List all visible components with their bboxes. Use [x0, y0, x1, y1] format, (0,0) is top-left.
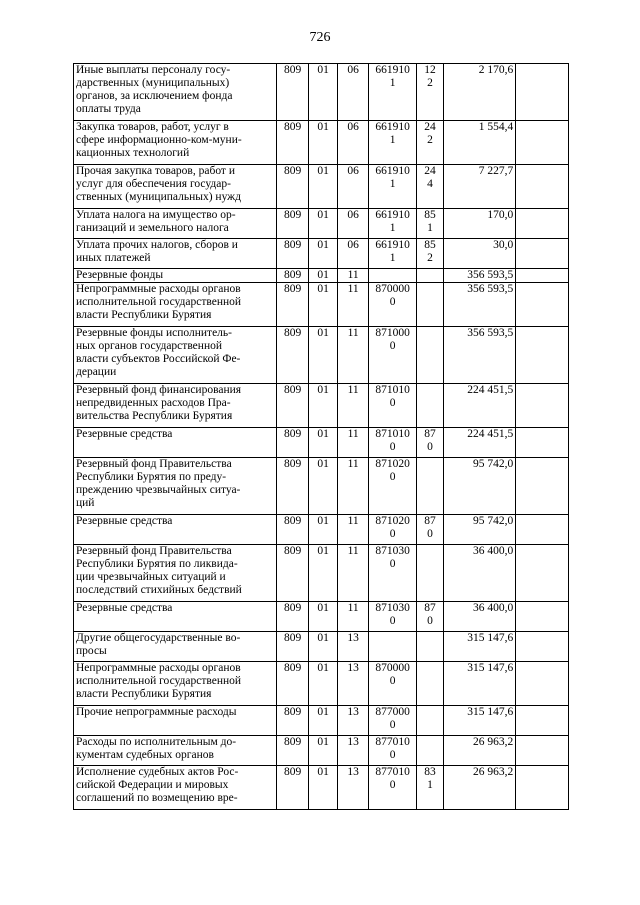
amount: 170,0 — [443, 209, 516, 239]
empty-cell — [516, 545, 569, 602]
expense-type-code — [417, 283, 443, 327]
subsection-code: 13 — [338, 766, 369, 810]
table-row — [74, 428, 569, 458]
section-code: 01 — [308, 545, 337, 602]
empty-cell — [516, 239, 569, 269]
amount: 26 963,2 — [443, 766, 516, 810]
row-name: Резервный фонд финансирования непредвиденных расходов Пра- вительства Республики Бурятия — [74, 384, 277, 428]
target-article-code: 661910 1 — [368, 209, 416, 239]
table-row — [74, 766, 569, 810]
empty-cell — [516, 165, 569, 209]
ministry-code: 809 — [277, 239, 309, 269]
target-article-code: 877010 0 — [368, 736, 416, 766]
empty-cell — [516, 64, 569, 121]
section-code: 01 — [308, 515, 337, 545]
table-row — [74, 632, 569, 662]
target-article-code — [368, 269, 416, 283]
expense-type-code — [417, 327, 443, 384]
row-name: Резервные фонды — [74, 269, 277, 283]
section-code: 01 — [308, 766, 337, 810]
row-name: Непрограммные расходы органов исполнительной государственной власти Республики Бурятия — [74, 283, 277, 327]
expense-type-code — [417, 458, 443, 515]
table-row — [74, 602, 569, 632]
target-article-code: 877010 0 — [368, 766, 416, 810]
subsection-code: 11 — [338, 269, 369, 283]
empty-cell — [516, 706, 569, 736]
ministry-code: 809 — [277, 165, 309, 209]
amount: 95 742,0 — [443, 458, 516, 515]
row-name: Закупка товаров, работ, услуг в сфере информационно-ком-муни- кационных технологий — [74, 121, 277, 165]
row-name: Резервные средства — [74, 602, 277, 632]
target-article-code: 871020 0 — [368, 515, 416, 545]
empty-cell — [516, 269, 569, 283]
row-name: Резервные средства — [74, 515, 277, 545]
section-code: 01 — [308, 64, 337, 121]
empty-cell — [516, 384, 569, 428]
ministry-code: 809 — [277, 269, 309, 283]
ministry-code: 809 — [277, 766, 309, 810]
section-code: 01 — [308, 458, 337, 515]
expense-type-code — [417, 545, 443, 602]
table-row — [74, 706, 569, 736]
row-name: Резервный фонд Правительства Республики Бурятия по преду- преждению чрезвычайных ситуа- ций — [74, 458, 277, 515]
subsection-code: 13 — [338, 706, 369, 736]
empty-cell — [516, 283, 569, 327]
row-name: Непрограммные расходы органов исполнительной государственной власти Республики Бурятия — [74, 662, 277, 706]
ministry-code: 809 — [277, 283, 309, 327]
section-code: 01 — [308, 736, 337, 766]
target-article-code: 661910 1 — [368, 121, 416, 165]
table-row — [74, 736, 569, 766]
table-row — [74, 64, 569, 121]
target-article-code: 661910 1 — [368, 165, 416, 209]
ministry-code: 809 — [277, 515, 309, 545]
empty-cell — [516, 632, 569, 662]
row-name: Расходы по исполнительным до- кументам судебных органов — [74, 736, 277, 766]
row-name: Другие общегосударственные во- просы — [74, 632, 277, 662]
section-code: 01 — [308, 269, 337, 283]
subsection-code: 11 — [338, 515, 369, 545]
expense-type-code: 87 0 — [417, 515, 443, 545]
subsection-code: 11 — [338, 602, 369, 632]
expense-type-code: 12 2 — [417, 64, 443, 121]
subsection-code: 11 — [338, 545, 369, 602]
subsection-code: 11 — [338, 384, 369, 428]
expense-type-code: 83 1 — [417, 766, 443, 810]
amount: 315 147,6 — [443, 662, 516, 706]
subsection-code: 06 — [338, 64, 369, 121]
section-code: 01 — [308, 327, 337, 384]
ministry-code: 809 — [277, 64, 309, 121]
expense-type-code: 24 4 — [417, 165, 443, 209]
ministry-code: 809 — [277, 209, 309, 239]
subsection-code: 13 — [338, 632, 369, 662]
subsection-code: 06 — [338, 121, 369, 165]
subsection-code: 11 — [338, 458, 369, 515]
target-article-code: 871010 0 — [368, 428, 416, 458]
target-article-code: 871030 0 — [368, 545, 416, 602]
target-article-code: 661910 1 — [368, 239, 416, 269]
amount: 26 963,2 — [443, 736, 516, 766]
row-name: Резервные средства — [74, 428, 277, 458]
table-row — [74, 545, 569, 602]
ministry-code: 809 — [277, 662, 309, 706]
subsection-code: 11 — [338, 327, 369, 384]
table-row — [74, 209, 569, 239]
amount: 356 593,5 — [443, 283, 516, 327]
amount: 224 451,5 — [443, 384, 516, 428]
expense-type-code — [417, 632, 443, 662]
ministry-code: 809 — [277, 602, 309, 632]
ministry-code: 809 — [277, 706, 309, 736]
amount: 30,0 — [443, 239, 516, 269]
empty-cell — [516, 662, 569, 706]
section-code: 01 — [308, 165, 337, 209]
ministry-code: 809 — [277, 384, 309, 428]
ministry-code: 809 — [277, 327, 309, 384]
target-article-code: 870000 0 — [368, 283, 416, 327]
row-name: Уплата налога на имущество ор- ганизаций и земельного налога — [74, 209, 277, 239]
target-article-code: 871020 0 — [368, 458, 416, 515]
amount: 315 147,6 — [443, 632, 516, 662]
subsection-code: 11 — [338, 428, 369, 458]
empty-cell — [516, 515, 569, 545]
amount: 356 593,5 — [443, 327, 516, 384]
target-article-code: 877000 0 — [368, 706, 416, 736]
empty-cell — [516, 327, 569, 384]
amount: 2 170,6 — [443, 64, 516, 121]
target-article-code: 871010 0 — [368, 384, 416, 428]
table-row — [74, 239, 569, 269]
expense-type-code: 87 0 — [417, 428, 443, 458]
section-code: 01 — [308, 602, 337, 632]
empty-cell — [516, 121, 569, 165]
ministry-code: 809 — [277, 736, 309, 766]
row-name: Исполнение судебных актов Рос- сийской Федерации и мировых соглашений по возмещению вре- — [74, 766, 277, 810]
target-article-code: 870000 0 — [368, 662, 416, 706]
table-row — [74, 121, 569, 165]
table-row — [74, 384, 569, 428]
expense-type-code: 87 0 — [417, 602, 443, 632]
row-name: Прочая закупка товаров, работ и услуг для обеспечения госудаp- ственных (муниципальных) нужд — [74, 165, 277, 209]
subsection-code: 13 — [338, 736, 369, 766]
expense-type-code — [417, 706, 443, 736]
section-code: 01 — [308, 706, 337, 736]
amount: 1 554,4 — [443, 121, 516, 165]
amount: 36 400,0 — [443, 602, 516, 632]
amount: 7 227,7 — [443, 165, 516, 209]
row-name: Иные выплаты персоналу госу- дарственных (муниципальных) органов, за исключением фонда оплаты труда — [74, 64, 277, 121]
budget-table — [73, 63, 569, 810]
table-row — [74, 662, 569, 706]
table-row — [74, 515, 569, 545]
empty-cell — [516, 602, 569, 632]
amount: 356 593,5 — [443, 269, 516, 283]
section-code: 01 — [308, 283, 337, 327]
empty-cell — [516, 736, 569, 766]
target-article-code — [368, 632, 416, 662]
expense-type-code — [417, 736, 443, 766]
empty-cell — [516, 458, 569, 515]
amount: 95 742,0 — [443, 515, 516, 545]
table-row — [74, 269, 569, 283]
section-code: 01 — [308, 632, 337, 662]
amount: 36 400,0 — [443, 545, 516, 602]
section-code: 01 — [308, 662, 337, 706]
ministry-code: 809 — [277, 121, 309, 165]
subsection-code: 06 — [338, 209, 369, 239]
empty-cell — [516, 428, 569, 458]
target-article-code: 661910 1 — [368, 64, 416, 121]
section-code: 01 — [308, 121, 337, 165]
row-name: Резервный фонд Правительства Республики Бурятия по ликвида- ции чрезвычайных ситуаций и последствий стихийных бедствий — [74, 545, 277, 602]
expense-type-code — [417, 269, 443, 283]
table-row — [74, 283, 569, 327]
subsection-code: 11 — [338, 283, 369, 327]
table-row — [74, 165, 569, 209]
amount: 224 451,5 — [443, 428, 516, 458]
section-code: 01 — [308, 428, 337, 458]
table-row — [74, 327, 569, 384]
ministry-code: 809 — [277, 632, 309, 662]
row-name: Резервные фонды исполнитель- ных органов государственной власти субъектов Российской Фе- дерации — [74, 327, 277, 384]
row-name: Прочие непрограммные расходы — [74, 706, 277, 736]
expense-type-code: 24 2 — [417, 121, 443, 165]
ministry-code: 809 — [277, 458, 309, 515]
subsection-code: 06 — [338, 165, 369, 209]
subsection-code: 06 — [338, 239, 369, 269]
empty-cell — [516, 209, 569, 239]
section-code: 01 — [308, 209, 337, 239]
expense-type-code: 85 2 — [417, 239, 443, 269]
subsection-code: 13 — [338, 662, 369, 706]
page-number: 726 — [309, 30, 331, 45]
empty-cell — [516, 766, 569, 810]
expense-type-code — [417, 662, 443, 706]
target-article-code: 871000 0 — [368, 327, 416, 384]
amount: 315 147,6 — [443, 706, 516, 736]
target-article-code: 871030 0 — [368, 602, 416, 632]
table-row — [74, 458, 569, 515]
ministry-code: 809 — [277, 545, 309, 602]
ministry-code: 809 — [277, 428, 309, 458]
section-code: 01 — [308, 239, 337, 269]
section-code: 01 — [308, 384, 337, 428]
row-name: Уплата прочих налогов, сборов и иных платежей — [74, 239, 277, 269]
expense-type-code: 85 1 — [417, 209, 443, 239]
expense-type-code — [417, 384, 443, 428]
